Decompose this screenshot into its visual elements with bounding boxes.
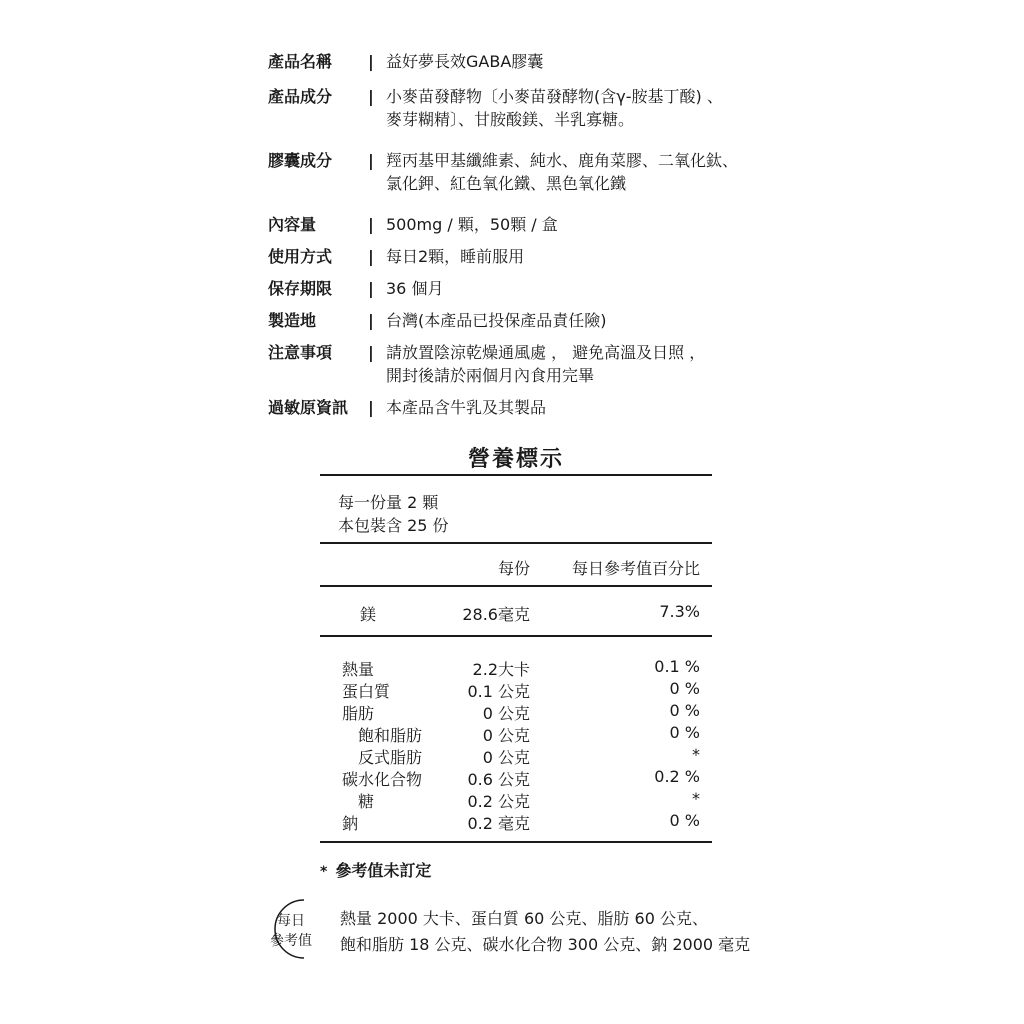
info-separator: | [368, 87, 374, 106]
info-value: 羥丙基甲基纖維素、純水、鹿角菜膠、二氧化鈦、 氯化鉀、紅色氧化鐵、黑色氧化鐵 [386, 151, 739, 193]
nutrient-name: 碳水化合物 [342, 770, 423, 789]
info-row-product-name [268, 50, 828, 73]
nutrient-amount: 0.1 公克 [467, 682, 530, 701]
info-value: 小麥苗發酵物〔小麥苗發酵物(含γ-胺基丁酸) 、 麥芽糊精〕、甘胺酸鎂、半乳寡糖。 [386, 87, 723, 129]
nutrient-name: 糖 [358, 792, 375, 811]
info-value: 500mg / 顆，50顆 / 盒 [386, 215, 558, 234]
info-value: 每日2顆，睡前服用 [386, 247, 525, 266]
nutrient-amount: 0 公克 [482, 704, 530, 723]
nutrient-name-magnesium: 鎂 [360, 605, 377, 624]
nutrient-percent: * [692, 745, 700, 764]
nutrient-percent: 0 % [669, 723, 700, 742]
info-row-usage [268, 245, 828, 268]
info-separator: | [368, 343, 374, 362]
nutrient-percent: 0 % [669, 811, 700, 830]
nutrient-name: 脂肪 [342, 704, 375, 723]
info-row-net-content [268, 213, 828, 236]
info-value: 本產品含牛乳及其製品 [386, 398, 547, 417]
info-separator: | [368, 311, 374, 330]
footnote [320, 858, 431, 881]
nutrient-percent-magnesium: 7.3% [659, 602, 700, 621]
info-label: 產品成分 [268, 87, 333, 106]
info-label: 產品名稱 [268, 52, 333, 71]
info-separator: | [368, 398, 374, 417]
nutrition-title: 營養標示 [467, 447, 564, 472]
info-row-capsule-ingredients [268, 149, 828, 195]
info-separator: | [368, 151, 374, 170]
info-value: 益好夢長效GABA膠囊 [386, 52, 544, 71]
asterisk: * [320, 864, 328, 880]
nutrient-percent: 0.1 % [654, 657, 700, 676]
info-label: 內容量 [268, 215, 317, 234]
nutrient-amount-magnesium: 28.6毫克 [462, 605, 530, 624]
footnote-text: 參考值未訂定 [335, 861, 432, 880]
info-separator: | [368, 52, 374, 71]
nutrient-name: 飽和脂肪 [358, 726, 423, 745]
product-info-list [268, 50, 828, 419]
info-separator: | [368, 215, 374, 234]
nutrient-percent: 0.2 % [654, 767, 700, 786]
nutrient-amount: 0.6 公克 [467, 770, 530, 789]
column-header-per-serving: 每份 [497, 559, 530, 578]
info-row-allergen [268, 396, 828, 419]
nutrient-percent: 0 % [669, 701, 700, 720]
nutrient-amount: 0 公克 [482, 748, 530, 767]
badge-label: 每日 參考值 [270, 913, 312, 949]
nutrient-name: 鈉 [342, 814, 359, 833]
nutrient-percent: * [692, 789, 700, 808]
servings-per-pack: 本包裝含 25 份 [338, 516, 449, 535]
info-separator: | [368, 279, 374, 298]
nutrient-amount: 0.2 毫克 [467, 814, 530, 833]
nutrient-amount: 2.2大卡 [472, 660, 530, 679]
info-separator: | [368, 247, 374, 266]
info-label: 注意事項 [268, 343, 333, 362]
nutrient-amount: 0.2 公克 [467, 792, 530, 811]
column-header-daily-percent: 每日參考值百分比 [571, 559, 700, 578]
nutrient-name: 蛋白質 [342, 682, 391, 701]
nutrient-name: 熱量 [342, 660, 375, 679]
info-row-ingredients [268, 85, 828, 131]
info-label: 保存期限 [268, 279, 333, 298]
info-row-notes [268, 341, 828, 387]
nutrient-amount: 0 公克 [482, 726, 530, 745]
info-value: 36 個月 [386, 279, 444, 298]
nutrient-name: 反式脂肪 [358, 748, 423, 767]
nutrition-top-rule [320, 474, 712, 476]
info-row-origin [268, 309, 828, 332]
serving-size: 每一份量 2 顆 [338, 493, 439, 512]
daily-reference-values: 熱量 2000 大卡、蛋白質 60 公克、脂肪 60 公克、 飽和脂肪 18 公克、碳水化合物 300 公克、鈉 2000 毫克 [340, 909, 751, 954]
nutrition-rule [320, 542, 712, 544]
info-row-shelf-life [268, 277, 828, 300]
info-label: 製造地 [268, 311, 317, 330]
nutrition-bottom-rule [320, 841, 712, 843]
info-label: 使用方式 [268, 247, 333, 266]
nutrition-rule [320, 635, 712, 637]
nutrient-percent: 0 % [669, 679, 700, 698]
info-label: 過敏原資訊 [268, 398, 349, 417]
info-value: 台灣(本產品已投保產品責任險) [386, 311, 607, 330]
daily-reference-badge [256, 894, 318, 964]
info-value: 請放置陰涼乾燥通風處 ， 避免高溫及日照 ， 開封後請於兩個月內食用完畢 [386, 343, 706, 385]
nutrition-rule [320, 585, 712, 587]
info-label: 膠囊成分 [268, 151, 333, 170]
